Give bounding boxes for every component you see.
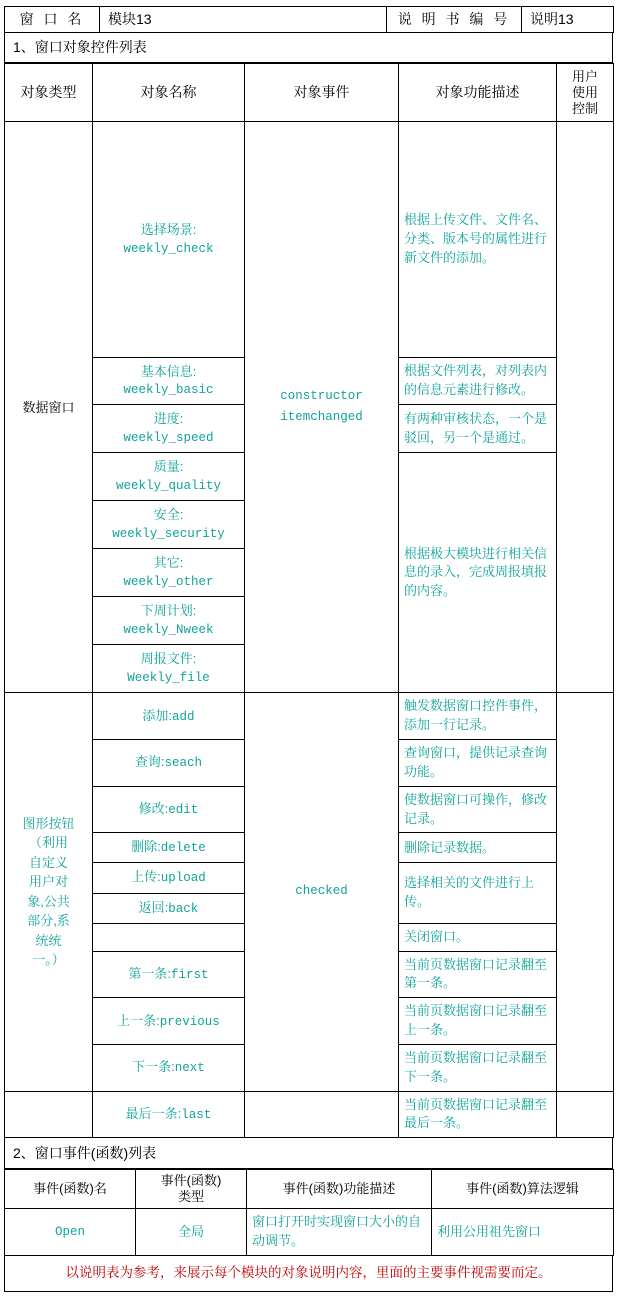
col-event-type: 事件(函数) 类型	[136, 1169, 247, 1209]
object-name-weekly-quality: 质量: weekly_quality	[93, 453, 245, 501]
object-desc-back: 关闭窗口。	[399, 923, 557, 951]
col-object-type: 对象类型	[5, 64, 93, 122]
object-name-weekly-other: 其它: weekly_other	[93, 549, 245, 597]
section1-table	[4, 63, 614, 1091]
object-desc-previous: 当前页数据窗口记录翻至上一条。	[399, 998, 557, 1045]
object-name-weekly-basic: 基本信息: weekly_basic	[93, 357, 245, 405]
object-desc-first: 当前页数据窗口记录翻至第一条。	[399, 951, 557, 998]
event-type-global: 全局	[136, 1209, 247, 1256]
col-object-name: 对象名称	[93, 64, 245, 122]
object-name-previous: 上一条:previous	[93, 998, 245, 1045]
col-event-logic: 事件(函数)算法逻辑	[432, 1169, 614, 1209]
col-object-desc: 对象功能描述	[399, 64, 557, 122]
table-row	[5, 1209, 614, 1256]
footnote: 以说明表为参考，来展示每个模块的对象说明内容，里面的主要事件视需要而定。	[4, 1256, 613, 1292]
object-event-datawindow: constructor itemchanged	[245, 122, 399, 693]
object-desc-edit: 使数据窗口可操作，修改记录。	[399, 786, 557, 833]
object-desc-add: 触发数据窗口控件事件，添加一行记录。	[399, 693, 557, 740]
section2-title: 2、窗口事件(函数)列表	[5, 1138, 613, 1168]
section1-last-row-table	[4, 1092, 614, 1139]
section2-header-row	[5, 1169, 614, 1209]
col-event-desc: 事件(函数)功能描述	[247, 1169, 432, 1209]
object-desc-3: 根据文件列表，对列表内的信息元素进行修改。	[399, 357, 557, 405]
section1-title: 1、窗口对象控件列表	[5, 33, 613, 63]
spec-number-label: 说 明 书 编 号	[387, 7, 522, 33]
object-desc-delete: 删除记录数据。	[399, 833, 557, 863]
object-type-datawindow: 数据窗口	[5, 122, 93, 693]
event-logic-open: 利用公用祖先窗口	[432, 1209, 614, 1256]
col-user-control: 用户 使用 控制	[557, 64, 614, 122]
user-control-graphic-button	[557, 693, 614, 1091]
object-type-spacer	[5, 1092, 93, 1138]
object-desc-seach: 查询窗口，提供记录查询功能。	[399, 739, 557, 786]
object-desc-next: 当前页数据窗口记录翻至下一条。	[399, 1044, 557, 1091]
object-desc-4: 有两种审核状态，一个是驳回，另一个是通过。	[399, 405, 557, 453]
table-row	[5, 1092, 614, 1138]
object-name-first: 第一条:first	[93, 951, 245, 998]
col-object-event: 对象事件	[245, 64, 399, 122]
col-event-name: 事件(函数)名	[5, 1169, 136, 1209]
object-name-weekly-speed: 进度: weekly_speed	[93, 405, 245, 453]
section2-title-table	[4, 1138, 613, 1169]
window-name-value: 模块13	[100, 7, 387, 33]
object-name-first-spacer	[93, 923, 245, 951]
object-name-seach: 查询:seach	[93, 739, 245, 786]
section1-title-table	[4, 33, 613, 64]
object-name-add: 添加:add	[93, 693, 245, 740]
section1-header-row	[5, 64, 614, 122]
object-name-upload: 上传:upload	[93, 863, 245, 893]
object-event-spacer	[245, 1092, 399, 1138]
window-name-label: 窗 口 名	[5, 7, 100, 33]
object-desc-upload: 选择相关的文件进行上传。	[399, 863, 557, 923]
object-name-delete: 删除:delete	[93, 833, 245, 863]
object-desc-last: 当前页数据窗口记录翻至最后一条。	[399, 1092, 557, 1138]
header-table	[4, 6, 614, 33]
object-name-last: 最后一条:last	[93, 1092, 245, 1138]
object-name-edit: 修改:edit	[93, 786, 245, 833]
user-control-spacer	[557, 1092, 614, 1138]
table-row	[5, 693, 614, 740]
section2-table	[4, 1169, 614, 1256]
event-desc-open: 窗口打开时实现窗口大小的自动调节。	[247, 1209, 432, 1256]
object-name-next: 下一条:next	[93, 1044, 245, 1091]
object-name-weekly-file: 周报文件: Weekly_file	[93, 645, 245, 693]
object-name-weekly-check: 选择场景: weekly_check	[93, 122, 245, 357]
object-desc-1: 根据上传文件、文件名、分类、版本号的属性进行新文件的添加。	[399, 122, 557, 357]
header-row	[5, 7, 614, 33]
event-name-open: Open	[5, 1209, 136, 1256]
object-name-weekly-security: 安全: weekly_security	[93, 501, 245, 549]
object-type-graphic-button: 图形按钮 （利用 自定义 用户对 象,公共 部分,系 统统 一。）	[5, 693, 93, 1091]
object-event-graphic-button: checked	[245, 693, 399, 1091]
user-control-datawindow	[557, 122, 614, 693]
spec-number-value: 说明13	[522, 7, 614, 33]
object-name-back: 返回:back	[93, 893, 245, 923]
object-desc-5: 根据极大模块进行相关信息的录入，完成周报填报的内容。	[399, 453, 557, 693]
object-name-weekly-nweek: 下周计划: weekly_Nweek	[93, 597, 245, 645]
